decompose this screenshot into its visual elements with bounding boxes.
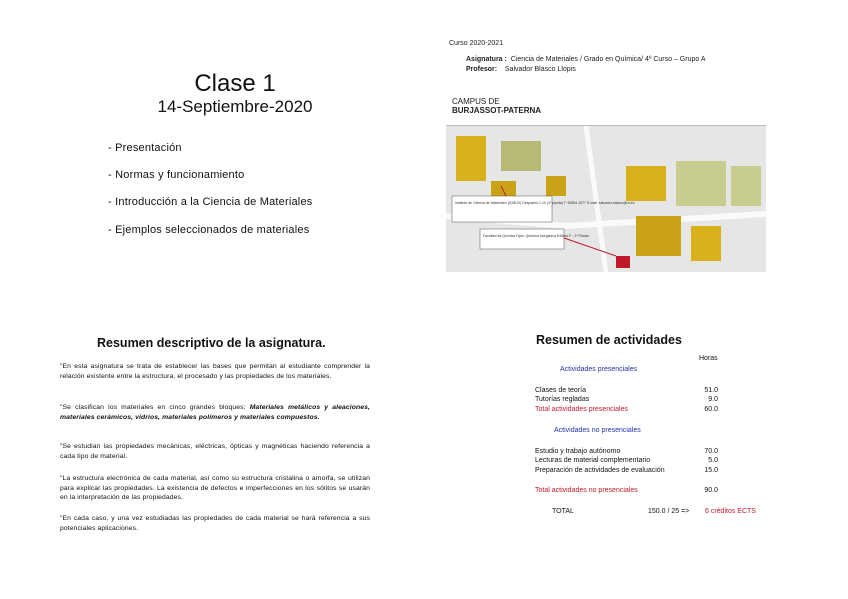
total-label: Total actividades no presenciales [535, 487, 638, 494]
slide1-title: Clase 1 [194, 70, 276, 97]
course-year: Curso 2020-2021 [449, 40, 504, 47]
summary-paragraph: "En esta asignatura se trata de establecer las bases que permitan al estudiante comprender la relación existente entre la estructura, el procesado y las propiedades de los materiales. [60, 363, 370, 380]
map-label-icmuv: Instituto de Ciencia de Materiales (ICMUV) Despacho 1.10 (1ª planta) T. 96354 4377 E-mail: salvador.blasco@uv.es [455, 201, 635, 205]
asignatura-line: Asignatura : Ciencia de Materiales / Grado en Química/ 4º Curso – Grupo A [466, 56, 706, 63]
activity-hours: 70.0 [704, 448, 718, 455]
summary-title: Resumen descriptivo de la asignatura. [97, 336, 326, 350]
summary-paragraph: "En cada caso, y una vez estudiadas las propiedades de cada material se hará referencia a sus potenciales aplicaciones. [60, 515, 370, 532]
hours-header: Horas [699, 355, 718, 362]
campus-label: CAMPUS DE BURJASSOT-PATERNA [452, 97, 542, 115]
no-presenciales-header: Actividades no presenciales [554, 427, 641, 434]
bullet-item: - Ejemplos seleccionados de materiales [108, 224, 310, 236]
map-label-quimica: Facultad de Química Dpto. Química Inorgánica Edificio F · 2ª Planta [483, 234, 589, 238]
map-image [446, 126, 766, 272]
total-hours: 60.0 [704, 406, 718, 413]
activity-label: Estudio y trabajo autónomo [535, 448, 621, 455]
activities-title: Resumen de actividades [536, 333, 682, 347]
grand-total-calc: 150.0 / 25 => [648, 508, 690, 515]
activity-label: Clases de teoría [535, 387, 586, 394]
activity-hours: 51.0 [704, 387, 718, 394]
bullet-item: - Introducción a la Ciencia de Materiales [108, 196, 313, 208]
activity-label: Lecturas de material complementario [535, 457, 651, 464]
slide1-date: 14-Septiembre-2020 [157, 97, 313, 116]
activity-label: Tutorías regladas [535, 396, 590, 403]
bullet-item: - Presentación [108, 142, 182, 154]
activity-label: Preparación de actividades de evaluación [535, 467, 665, 474]
activity-hours: 9.0 [708, 396, 718, 403]
summary-paragraph: "Se clasifican los materiales en cinco grandes bloques: Materiales metálicos y aleaciones, materiales cerámicos, vidrios, materiales polímeros y materiales compuestos. [60, 404, 370, 421]
summary-paragraph: "Se estudian las propiedades mecánicas, eléctricas, ópticas y magnéticas haciendo referencia a cada tipo de material. [60, 443, 370, 460]
profesor-line: Profesor: Salvador Blasco Llopis [466, 66, 576, 73]
total-label: Total actividades presenciales [535, 406, 628, 413]
ects-credits: 6 créditos ECTS [705, 508, 756, 515]
summary-paragraph: "La estructura electrónica de cada material, así como su estructura cristalina o amorfa, se utilizan para explicar las propiedades. La existencia de defectos e imperfecciones en los sólitos se usarán en la interpretación de las propiedades. [60, 475, 370, 502]
campus-map [446, 125, 766, 272]
activity-hours: 5.0 [708, 457, 718, 464]
bullet-item: - Normas y funcionamiento [108, 169, 245, 181]
activity-hours: 15.0 [704, 467, 718, 474]
total-hours: 90.0 [704, 487, 718, 494]
presenciales-header: Actividades presenciales [560, 366, 638, 373]
grand-total-label: TOTAL [552, 508, 574, 515]
